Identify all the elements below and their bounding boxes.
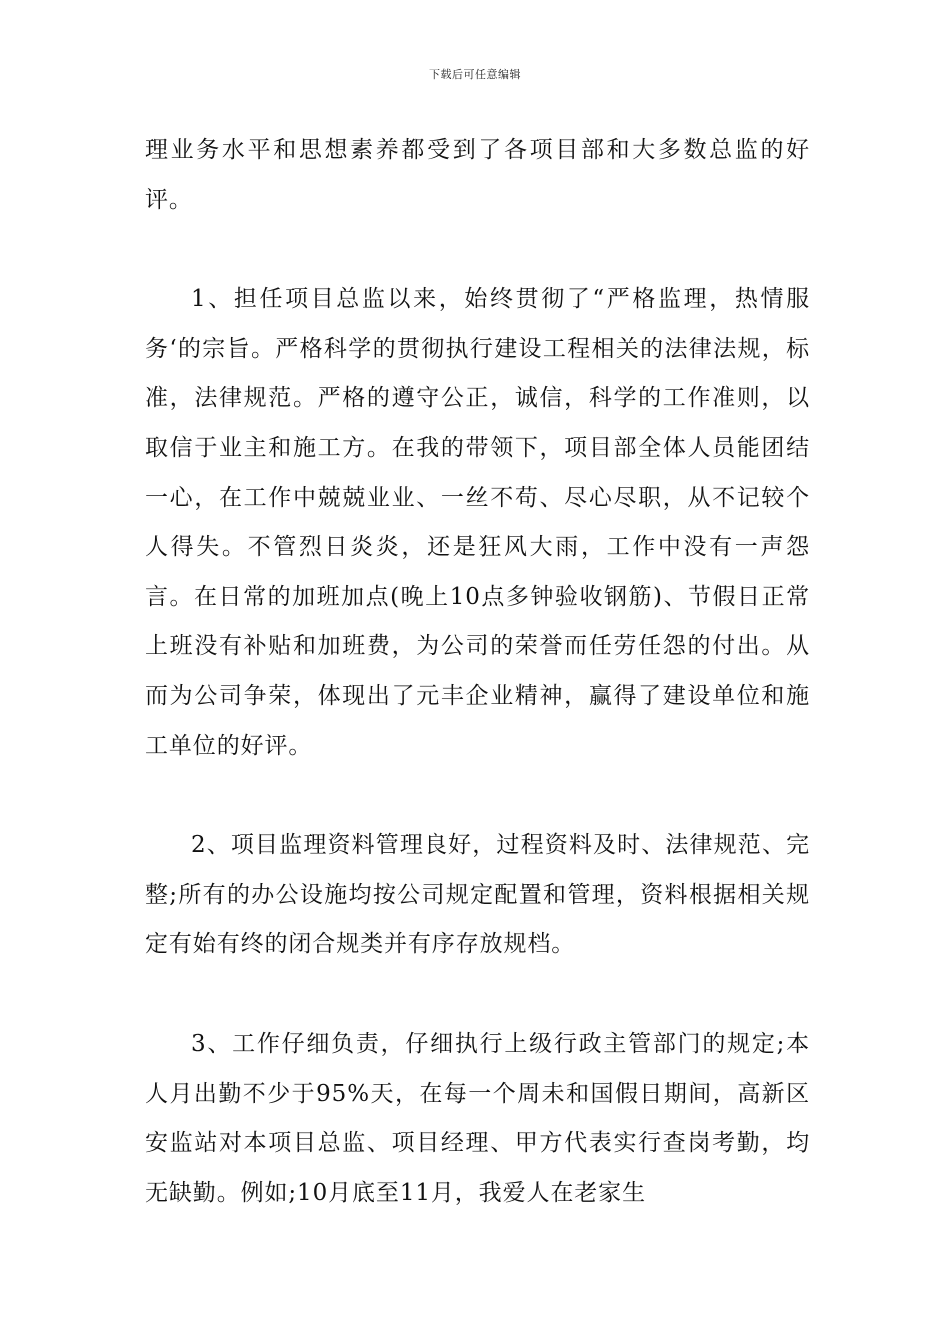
page-header-note: 下载后可任意编辑 [429, 68, 521, 81]
paragraph-gap [145, 771, 810, 821]
paragraph-gap [145, 970, 810, 1020]
document-body [145, 126, 810, 1218]
paragraph-item-2: 2、项目监理资料管理良好，过程资料及时、法律规范、完整;所有的办公设施均按公司规定配置和管理，资料根据相关规定有始有终的闭合规类并有序存放规档。 [145, 832, 810, 958]
paragraph-item-1: 1、担任项目总监以来，始终贯彻了“严格监理，热情服务‘的宗旨。严格科学的贯彻执行建设工程相关的法律法规，标准，法律规范。严格的遵守公正，诚信，科学的工作准则，以取信于业主和施工方。在我的带领下，项目部全体人员能团结一心，在工作中兢兢业业、一丝不苟、尽心尽职，从不记较个人得失。不管烈日炎炎，还是狂风大雨，工作中没有一声怨言。在日常的加班加点(晚上10点多钟验收钢筋)、节假日正常上班没有补贴和加班费，为公司的荣誉而任劳任怨的付出。从而为公司争荣，体现出了元丰企业精神，赢得了建设单位和施工单位的好评。 [145, 286, 810, 759]
paragraph-item-3: 3、工作仔细负责，仔细执行上级行政主管部门的规定;本人月出勤不少于95%天，在每一个周未和国假日期间，高新区安监站对本项目总监、项目经理、甲方代表实行查岗考勤，均无缺勤。例如;10月底至11月，我爱人在老家生 [145, 1030, 810, 1206]
paragraph-gap [145, 225, 810, 275]
paragraph-continuation: 理业务水平和思想素养都受到了各项目部和大多数总监的好评。 [145, 137, 810, 213]
